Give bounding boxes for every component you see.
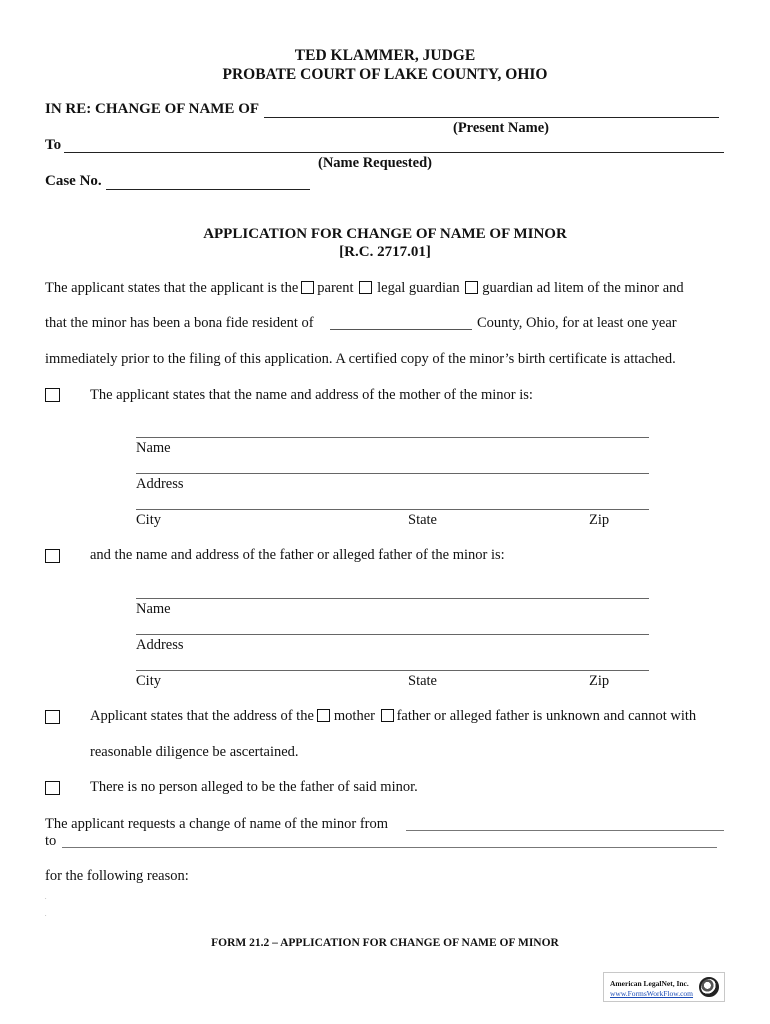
no-father-statement: There is no person alleged to be the father of said minor. (90, 779, 418, 795)
publisher-url[interactable]: www.FormsWorkFlow.com (610, 989, 694, 998)
form-title: APPLICATION FOR CHANGE OF NAME OF MINOR (203, 226, 567, 242)
reason-label: for the following reason: (45, 868, 189, 884)
applicant-role-text: The applicant states that the applicant is the (45, 280, 299, 296)
father-address-label: Address (136, 637, 184, 653)
father-name-label: Name (136, 601, 171, 617)
mother-state-label: State (408, 512, 437, 528)
guardian-ad-litem-checkbox[interactable] (465, 281, 478, 294)
mother-name-label: Name (136, 440, 171, 456)
father-zip-label: Zip (589, 673, 610, 689)
mother-statement: The applicant states that the name and address of the mother of the minor is: (90, 387, 533, 403)
residency-text-a: that the minor has been a bona fide resident of (45, 315, 314, 331)
reason-field-marker-2: . (45, 912, 47, 918)
diligence-text: reasonable diligence be ascertained. (90, 744, 299, 760)
legal-guardian-checkbox[interactable] (359, 281, 372, 294)
request-from-text: The applicant requests a change of name of the minor from (45, 816, 389, 832)
unknown-father-label: father or alleged father is unknown and cannot with (396, 708, 697, 724)
judge-name: TED KLAMMER, JUDGE (294, 47, 476, 64)
globe-icon (699, 977, 719, 997)
applicant-role-line (45, 280, 684, 297)
parent-label: parent (317, 280, 354, 296)
father-name-field[interactable] (136, 598, 649, 599)
mother-city-label: City (136, 512, 161, 528)
court-name: PROBATE COURT OF LAKE COUNTY, OHIO (222, 66, 548, 83)
reason-field-marker: . (45, 895, 47, 901)
unknown-mother-label: mother (333, 708, 375, 724)
parent-checkbox[interactable] (301, 281, 314, 294)
father-info-checkbox[interactable] (45, 549, 60, 563)
mother-zip-label: Zip (589, 512, 610, 528)
legal-guardian-label: legal guardian (377, 280, 460, 296)
father-address-field[interactable] (136, 634, 649, 635)
guardian-ad-litem-label: guardian ad litem of the minor and (482, 280, 684, 296)
present-name-label: (Present Name) (453, 120, 549, 136)
name-requested-label: (Name Requested) (318, 155, 432, 171)
mother-address-label: Address (136, 476, 184, 492)
present-name-field[interactable] (264, 117, 719, 118)
residency-text-b: County, Ohio, for at least one year (477, 315, 677, 331)
unknown-father-checkbox[interactable] (381, 709, 394, 722)
birth-certificate-text: immediately prior to the filing of this application. A certified copy of the minor’s birth certificate is attached. (45, 351, 676, 367)
mother-name-field[interactable] (136, 437, 649, 438)
mother-address-field[interactable] (136, 473, 649, 474)
father-state-label: State (408, 673, 437, 689)
statute-reference: [R.C. 2717.01] (339, 244, 431, 260)
address-unknown-text: Applicant states that the address of the (90, 708, 314, 724)
county-field[interactable] (330, 329, 472, 330)
father-statement: and the name and address of the father or alleged father of the minor is: (90, 547, 505, 563)
case-no-label: Case No. (45, 173, 102, 189)
address-unknown-line (90, 708, 696, 725)
unknown-mother-checkbox[interactable] (317, 709, 330, 722)
publisher-logo (603, 972, 725, 1002)
request-to-text: to (45, 833, 57, 849)
case-no-field[interactable] (106, 189, 310, 190)
in-re-label: IN RE: CHANGE OF NAME OF (45, 101, 260, 117)
name-from-field[interactable] (406, 830, 724, 831)
no-father-checkbox[interactable] (45, 781, 60, 795)
father-city-state-zip-field[interactable] (136, 670, 649, 671)
name-to-field[interactable] (62, 847, 717, 848)
mother-city-state-zip-field[interactable] (136, 509, 649, 510)
mother-info-checkbox[interactable] (45, 388, 60, 402)
father-city-label: City (136, 673, 161, 689)
to-label: To (45, 137, 62, 153)
name-requested-field[interactable] (64, 152, 724, 153)
address-unknown-checkbox[interactable] (45, 710, 60, 724)
footer-form-title: FORM 21.2 – APPLICATION FOR CHANGE OF NAME OF MINOR (211, 937, 559, 949)
publisher-name: American LegalNet, Inc. (610, 979, 689, 988)
